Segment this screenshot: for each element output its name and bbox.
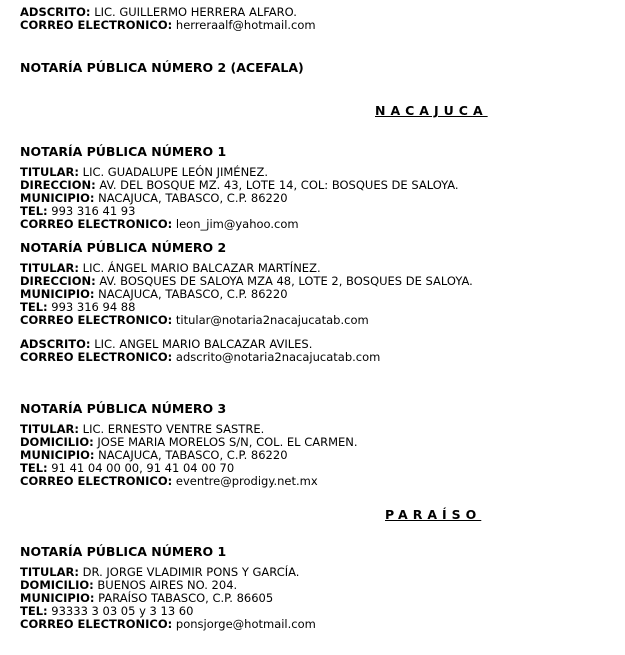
info-row: ADSCRITO: LIC. GUILLERMO HERRERA ALFARO.	[20, 5, 297, 19]
nacajuca-notaria-3-block	[20, 423, 620, 488]
notaria-2-acefala-heading: NOTARÍA PÚBLICA NÚMERO 2 (ACEFALA)	[20, 60, 304, 75]
nacajuca-notaria-2-adscrito-block	[20, 338, 620, 364]
paraiso-notaria-1-block	[20, 566, 620, 631]
nacajuca-notaria-3-heading: NOTARÍA PÚBLICA NÚMERO 3	[20, 401, 227, 416]
nacajuca-notaria-1-heading: NOTARÍA PÚBLICA NÚMERO 1	[20, 144, 227, 159]
info-row: TITULAR: DR. JORGE VLADIMIR PONS Y GARCÍA.	[20, 565, 300, 579]
info-row: TITULAR: LIC. ÁNGEL MARIO BALCAZAR MARTÍNEZ.	[20, 261, 321, 275]
info-row: MUNICIPIO: NACAJUCA, TABASCO, C.P. 86220	[20, 447, 288, 462]
info-row: DOMICILIO: JOSE MARIA MORELOS S/N, COL. EL CARMEN.	[20, 434, 358, 449]
info-row: ADSCRITO: LIC. ANGEL MARIO BALCAZAR AVILES.	[20, 337, 313, 351]
info-row: DIRECCION: AV. DEL BOSQUE MZ. 43, LOTE 14, COL: BOSQUES DE SALOYA.	[20, 177, 459, 192]
info-row: TEL: 91 41 04 00 00, 91 41 04 00 70	[20, 460, 235, 475]
info-row: TITULAR: LIC. ERNESTO VENTRE SASTRE.	[20, 422, 265, 436]
info-row: CORREO ELECTRONICO: leon_jim@yahoo.com	[20, 216, 299, 231]
info-row: DIRECCION: AV. BOSQUES DE SALOYA MZA 48, LOTE 2, BOSQUES DE SALOYA.	[20, 273, 473, 288]
info-row: MUNICIPIO: PARAÍSO TABASCO, C.P. 86605	[20, 590, 274, 605]
info-row: CORREO ELECTRONICO: adscrito@notaria2nacajucatab.com	[20, 349, 381, 364]
info-row: MUNICIPIO: NACAJUCA, TABASCO, C.P. 86220	[20, 190, 288, 205]
info-row: TEL: 993 316 94 88	[20, 299, 136, 314]
nacajuca-title: NACAJUCA	[375, 103, 488, 118]
info-row: CORREO ELECTRONICO: ponsjorge@hotmail.com	[20, 616, 316, 631]
info-row: TEL: 993 316 41 93	[20, 203, 136, 218]
info-row: TEL: 93333 3 03 05 y 3 13 60	[20, 603, 194, 618]
info-row: CORREO ELECTRONICO: eventre@prodigy.net.mx	[20, 473, 318, 488]
info-row: MUNICIPIO: NACAJUCA, TABASCO, C.P. 86220	[20, 286, 288, 301]
info-row: TITULAR: LIC. GUADALUPE LEÓN JIMÉNEZ.	[20, 165, 268, 179]
nacajuca-notaria-2-heading: NOTARÍA PÚBLICA NÚMERO 2	[20, 240, 227, 255]
nacajuca-notaria-2-block	[20, 262, 620, 327]
top-adscrito-block	[20, 6, 620, 32]
paraiso-title: PARAÍSO	[385, 507, 482, 522]
info-row: DOMICILIO: BUENOS AIRES NO. 204.	[20, 577, 238, 592]
nacajuca-notaria-1-block	[20, 166, 620, 231]
paraiso-notaria-1-heading: NOTARÍA PÚBLICA NÚMERO 1	[20, 544, 227, 559]
info-row: CORREO ELECTRONICO: herreraalf@hotmail.com	[20, 17, 316, 32]
info-row: CORREO ELECTRONICO: titular@notaria2nacajucatab.com	[20, 312, 369, 327]
